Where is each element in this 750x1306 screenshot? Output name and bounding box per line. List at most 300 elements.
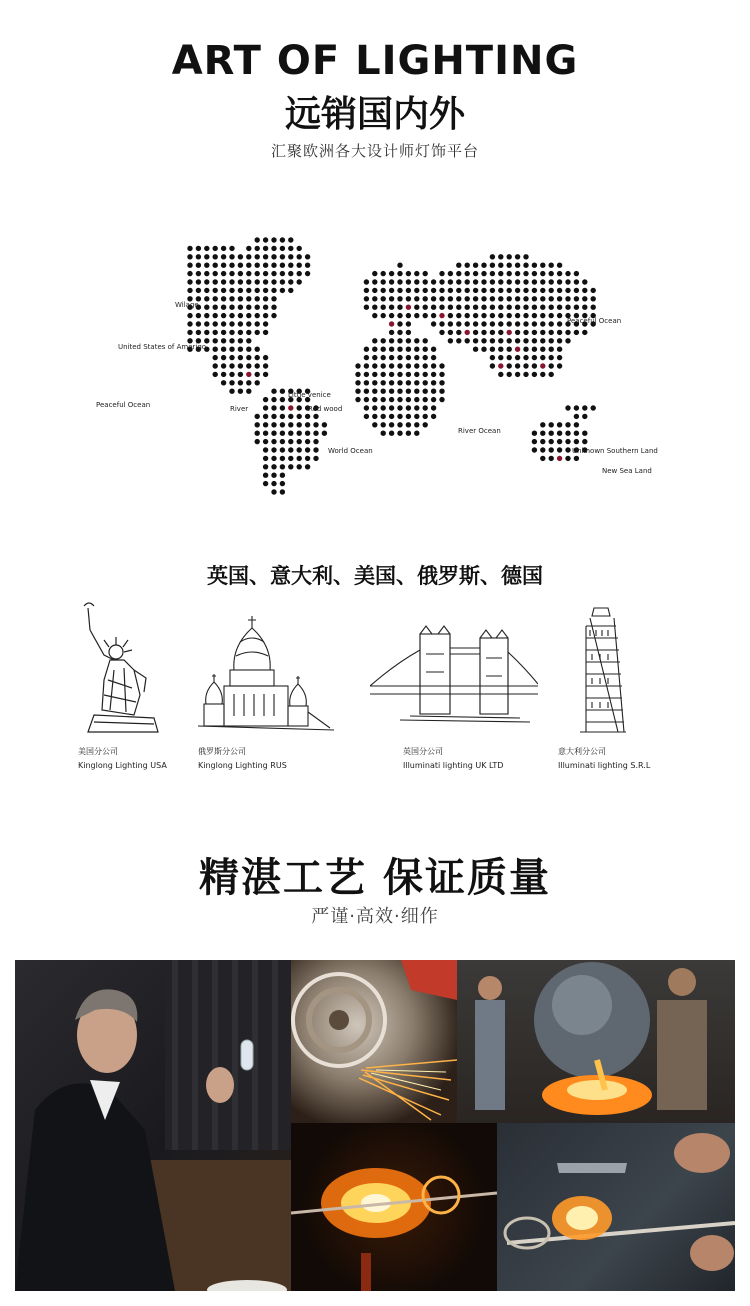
map-dot bbox=[532, 288, 537, 293]
map-dot bbox=[431, 380, 436, 385]
map-dot bbox=[187, 330, 192, 335]
map-dot bbox=[372, 422, 377, 427]
map-dot bbox=[465, 296, 470, 301]
map-dot bbox=[196, 246, 201, 251]
map-dot bbox=[238, 347, 243, 352]
map-dot bbox=[557, 321, 562, 326]
map-dot bbox=[229, 330, 234, 335]
map-dot bbox=[574, 405, 579, 410]
map-dot bbox=[246, 313, 251, 318]
office-en: Illuminati lighting S.R.L bbox=[558, 761, 651, 770]
map-dot bbox=[498, 338, 503, 343]
map-dot bbox=[423, 355, 428, 360]
map-dot bbox=[439, 330, 444, 335]
map-dot bbox=[515, 363, 520, 368]
map-dot bbox=[255, 431, 260, 436]
map-dot bbox=[465, 288, 470, 293]
map-dot bbox=[431, 279, 436, 284]
map-dot bbox=[246, 338, 251, 343]
map-dot bbox=[389, 431, 394, 436]
map-dot bbox=[196, 313, 201, 318]
map-dot bbox=[221, 338, 226, 343]
countries-list: 英国、意大利、美国、俄罗斯、德国 bbox=[207, 564, 543, 588]
map-dot bbox=[532, 330, 537, 335]
map-dot bbox=[532, 271, 537, 276]
map-dot bbox=[490, 305, 495, 310]
map-dot bbox=[381, 355, 386, 360]
map-dot bbox=[196, 271, 201, 276]
map-dot bbox=[549, 422, 554, 427]
map-dot bbox=[372, 380, 377, 385]
map-dot bbox=[372, 271, 377, 276]
map-dot bbox=[557, 288, 562, 293]
map-dot bbox=[213, 363, 218, 368]
map-dot bbox=[423, 380, 428, 385]
map-dot bbox=[540, 263, 545, 268]
map-dot bbox=[288, 464, 293, 469]
map-dot bbox=[456, 305, 461, 310]
map-dot bbox=[280, 405, 285, 410]
map-dot bbox=[532, 321, 537, 326]
map-dot bbox=[288, 414, 293, 419]
map-dot bbox=[213, 296, 218, 301]
map-dot bbox=[532, 355, 537, 360]
map-dot bbox=[221, 296, 226, 301]
map-dot bbox=[280, 464, 285, 469]
map-dot bbox=[406, 372, 411, 377]
map-dot bbox=[549, 355, 554, 360]
map-dot bbox=[397, 414, 402, 419]
map-dot bbox=[355, 397, 360, 402]
map-dot bbox=[498, 288, 503, 293]
office-cn: 英国分公司 bbox=[403, 747, 443, 756]
map-dot bbox=[540, 296, 545, 301]
map-dot bbox=[540, 422, 545, 427]
map-dot bbox=[397, 397, 402, 402]
map-dot bbox=[204, 288, 209, 293]
map-dot bbox=[549, 279, 554, 284]
map-dot bbox=[406, 397, 411, 402]
map-dot bbox=[263, 405, 268, 410]
map-dot bbox=[414, 405, 419, 410]
map-dot bbox=[381, 338, 386, 343]
map-dot bbox=[204, 305, 209, 310]
map-dot bbox=[229, 246, 234, 251]
map-dot bbox=[271, 313, 276, 318]
map-dot bbox=[196, 288, 201, 293]
craftsmanship-subtitle: 严谨·高效·细作 bbox=[311, 906, 439, 927]
map-dot bbox=[448, 313, 453, 318]
map-dot bbox=[465, 271, 470, 276]
map-dot bbox=[465, 321, 470, 326]
world-map bbox=[90, 215, 670, 505]
map-dot bbox=[229, 372, 234, 377]
map-dot bbox=[221, 288, 226, 293]
map-dot bbox=[280, 389, 285, 394]
map-dot bbox=[246, 355, 251, 360]
map-dot bbox=[271, 422, 276, 427]
map-dot bbox=[389, 414, 394, 419]
map-dot bbox=[490, 288, 495, 293]
map-dot bbox=[557, 279, 562, 284]
map-dot bbox=[246, 296, 251, 301]
map-dot bbox=[221, 380, 226, 385]
map-dot bbox=[255, 372, 260, 377]
map-dot bbox=[423, 271, 428, 276]
map-dot bbox=[271, 464, 276, 469]
map-dot bbox=[381, 313, 386, 318]
map-dot bbox=[381, 389, 386, 394]
map-dot bbox=[448, 288, 453, 293]
map-dot bbox=[187, 246, 192, 251]
map-dot bbox=[431, 296, 436, 301]
map-dot bbox=[456, 338, 461, 343]
map-dot bbox=[397, 347, 402, 352]
map-dot bbox=[397, 279, 402, 284]
map-dot bbox=[221, 372, 226, 377]
map-dot bbox=[532, 296, 537, 301]
map-dot bbox=[406, 330, 411, 335]
map-dot bbox=[364, 347, 369, 352]
map-dot bbox=[204, 279, 209, 284]
map-dot bbox=[255, 288, 260, 293]
map-dot bbox=[372, 372, 377, 377]
map-dot bbox=[246, 380, 251, 385]
map-dot bbox=[372, 347, 377, 352]
map-label: Peaceful Ocean bbox=[567, 317, 622, 325]
map-dot bbox=[473, 263, 478, 268]
map-label: Red wood bbox=[308, 405, 343, 413]
map-dot bbox=[280, 414, 285, 419]
map-dot bbox=[565, 439, 570, 444]
map-dot bbox=[490, 313, 495, 318]
map-dot bbox=[549, 431, 554, 436]
map-dot bbox=[507, 271, 512, 276]
map-dot bbox=[213, 271, 218, 276]
map-dot bbox=[229, 296, 234, 301]
map-dot bbox=[187, 263, 192, 268]
map-dot bbox=[297, 254, 302, 259]
map-dot bbox=[238, 372, 243, 377]
map-dot bbox=[297, 456, 302, 461]
map-dot bbox=[557, 313, 562, 318]
map-dot bbox=[456, 313, 461, 318]
map-dot bbox=[221, 246, 226, 251]
map-dot bbox=[389, 338, 394, 343]
map-dot bbox=[498, 279, 503, 284]
map-dot bbox=[540, 305, 545, 310]
map-dot bbox=[549, 372, 554, 377]
map-dot bbox=[439, 380, 444, 385]
map-dot bbox=[297, 431, 302, 436]
map-dot bbox=[423, 405, 428, 410]
map-dot bbox=[540, 456, 545, 461]
map-dot bbox=[246, 288, 251, 293]
map-dot bbox=[549, 305, 554, 310]
map-dot bbox=[540, 288, 545, 293]
map-dot bbox=[549, 338, 554, 343]
map-dot bbox=[288, 431, 293, 436]
map-dot bbox=[355, 389, 360, 394]
map-dot bbox=[229, 363, 234, 368]
map-dot bbox=[313, 431, 318, 436]
map-dot bbox=[305, 254, 310, 259]
map-dot bbox=[271, 473, 276, 478]
map-dot bbox=[565, 405, 570, 410]
map-dot bbox=[280, 456, 285, 461]
map-dot bbox=[523, 263, 528, 268]
map-dot bbox=[406, 305, 411, 310]
map-dot bbox=[263, 397, 268, 402]
map-dot bbox=[297, 422, 302, 427]
map-dot bbox=[381, 422, 386, 427]
map-dot bbox=[423, 363, 428, 368]
map-dot bbox=[389, 380, 394, 385]
map-dot bbox=[255, 414, 260, 419]
map-dot bbox=[271, 489, 276, 494]
map-dot bbox=[448, 330, 453, 335]
map-dot bbox=[364, 363, 369, 368]
map-dot bbox=[263, 473, 268, 478]
map-dot bbox=[523, 296, 528, 301]
map-dot bbox=[288, 263, 293, 268]
map-dot bbox=[305, 414, 310, 419]
map-dot bbox=[515, 305, 520, 310]
photo-grinding-sparks bbox=[291, 960, 457, 1123]
map-dot bbox=[549, 288, 554, 293]
map-dot bbox=[507, 263, 512, 268]
map-dot bbox=[364, 296, 369, 301]
map-dot bbox=[364, 355, 369, 360]
map-dot bbox=[565, 288, 570, 293]
map-dot bbox=[389, 296, 394, 301]
map-dot bbox=[448, 338, 453, 343]
map-dot bbox=[372, 405, 377, 410]
map-dot bbox=[297, 246, 302, 251]
map-dot bbox=[213, 321, 218, 326]
map-dot bbox=[288, 246, 293, 251]
map-dot bbox=[238, 263, 243, 268]
map-dot bbox=[397, 321, 402, 326]
map-dot bbox=[288, 439, 293, 444]
map-dot bbox=[557, 422, 562, 427]
map-dot bbox=[532, 431, 537, 436]
map-dot bbox=[196, 263, 201, 268]
map-dot bbox=[364, 414, 369, 419]
map-dot bbox=[372, 279, 377, 284]
map-dot bbox=[406, 389, 411, 394]
map-dot bbox=[381, 363, 386, 368]
map-dot bbox=[456, 321, 461, 326]
map-dot bbox=[481, 305, 486, 310]
statue-of-liberty-icon bbox=[74, 600, 164, 735]
map-dot bbox=[414, 397, 419, 402]
map-dot bbox=[490, 355, 495, 360]
cathedral-icon bbox=[198, 612, 334, 734]
map-dot bbox=[397, 338, 402, 343]
map-dot bbox=[263, 237, 268, 242]
map-dot bbox=[229, 313, 234, 318]
map-dot bbox=[246, 254, 251, 259]
map-dot bbox=[221, 271, 226, 276]
map-dot bbox=[414, 338, 419, 343]
map-dot bbox=[263, 414, 268, 419]
office-uk bbox=[403, 745, 503, 773]
map-dot bbox=[204, 296, 209, 301]
map-dot bbox=[565, 456, 570, 461]
map-dot bbox=[490, 363, 495, 368]
map-dot bbox=[263, 355, 268, 360]
map-dot bbox=[280, 439, 285, 444]
map-dot bbox=[238, 338, 243, 343]
map-dot bbox=[490, 271, 495, 276]
map-dot bbox=[229, 355, 234, 360]
map-dot bbox=[196, 330, 201, 335]
map-dot bbox=[246, 246, 251, 251]
map-dot bbox=[465, 338, 470, 343]
map-dot bbox=[305, 271, 310, 276]
map-dot bbox=[263, 447, 268, 452]
map-dot bbox=[381, 397, 386, 402]
map-dot bbox=[540, 271, 545, 276]
map-dot bbox=[549, 271, 554, 276]
map-dot bbox=[397, 330, 402, 335]
map-dot bbox=[481, 271, 486, 276]
map-dot bbox=[397, 380, 402, 385]
map-dot bbox=[523, 347, 528, 352]
map-dot bbox=[515, 288, 520, 293]
map-dot bbox=[288, 456, 293, 461]
map-dot bbox=[448, 296, 453, 301]
map-dot bbox=[246, 372, 251, 377]
map-dot bbox=[397, 422, 402, 427]
map-dot bbox=[423, 288, 428, 293]
map-label: River bbox=[230, 405, 249, 413]
map-dot bbox=[271, 431, 276, 436]
map-dot bbox=[523, 271, 528, 276]
map-dot bbox=[255, 271, 260, 276]
map-dot bbox=[540, 330, 545, 335]
map-dot bbox=[473, 347, 478, 352]
map-dot bbox=[439, 389, 444, 394]
map-dot bbox=[574, 422, 579, 427]
map-dot bbox=[238, 363, 243, 368]
map-dot bbox=[557, 431, 562, 436]
map-dot bbox=[213, 330, 218, 335]
map-dot bbox=[414, 363, 419, 368]
map-dot bbox=[389, 288, 394, 293]
map-dot bbox=[540, 279, 545, 284]
map-dot bbox=[540, 338, 545, 343]
map-dot bbox=[263, 313, 268, 318]
map-dot bbox=[381, 271, 386, 276]
photo-designer-inspecting-bulb bbox=[15, 960, 291, 1291]
map-dot bbox=[414, 422, 419, 427]
map-dot bbox=[591, 405, 596, 410]
map-dot bbox=[213, 305, 218, 310]
map-dot bbox=[423, 313, 428, 318]
map-dot bbox=[263, 246, 268, 251]
map-dot bbox=[423, 372, 428, 377]
map-dot bbox=[364, 288, 369, 293]
map-dot bbox=[423, 414, 428, 419]
map-dot bbox=[473, 296, 478, 301]
map-dot bbox=[263, 431, 268, 436]
map-dot bbox=[372, 305, 377, 310]
map-dot bbox=[532, 305, 537, 310]
map-dot bbox=[271, 414, 276, 419]
office-rus bbox=[198, 745, 287, 773]
map-dot bbox=[355, 363, 360, 368]
map-dot bbox=[507, 363, 512, 368]
map-dot bbox=[255, 330, 260, 335]
map-dot bbox=[238, 355, 243, 360]
map-dot bbox=[229, 389, 234, 394]
map-dot bbox=[565, 330, 570, 335]
map-dot bbox=[263, 464, 268, 469]
map-dot bbox=[255, 305, 260, 310]
map-dot bbox=[213, 263, 218, 268]
map-dot bbox=[280, 447, 285, 452]
map-dot bbox=[439, 313, 444, 318]
map-dot bbox=[255, 439, 260, 444]
map-dot bbox=[414, 313, 419, 318]
map-dot bbox=[271, 246, 276, 251]
map-dot bbox=[213, 338, 218, 343]
map-dot bbox=[255, 237, 260, 242]
map-dot bbox=[246, 263, 251, 268]
map-dot bbox=[574, 414, 579, 419]
map-dot bbox=[557, 338, 562, 343]
map-dot bbox=[498, 321, 503, 326]
map-dot bbox=[246, 363, 251, 368]
map-dot bbox=[196, 279, 201, 284]
map-dot bbox=[582, 414, 587, 419]
map-dot bbox=[557, 296, 562, 301]
map-dot bbox=[515, 321, 520, 326]
map-dot bbox=[213, 372, 218, 377]
map-dot bbox=[465, 279, 470, 284]
map-dot bbox=[364, 389, 369, 394]
map-dot bbox=[389, 321, 394, 326]
map-dot bbox=[414, 431, 419, 436]
map-dot bbox=[187, 321, 192, 326]
map-dot bbox=[271, 481, 276, 486]
map-label: World Ocean bbox=[328, 447, 373, 455]
map-dot bbox=[406, 271, 411, 276]
map-dot bbox=[565, 279, 570, 284]
map-dot bbox=[481, 330, 486, 335]
map-dot bbox=[280, 397, 285, 402]
map-dot bbox=[372, 288, 377, 293]
map-dot bbox=[406, 422, 411, 427]
map-dot bbox=[557, 263, 562, 268]
map-dot bbox=[515, 313, 520, 318]
map-dot bbox=[481, 321, 486, 326]
map-dot bbox=[213, 288, 218, 293]
map-label: River Ocean bbox=[458, 427, 501, 435]
map-dot bbox=[523, 338, 528, 343]
map-dot bbox=[549, 321, 554, 326]
map-dot bbox=[263, 456, 268, 461]
map-dot bbox=[591, 288, 596, 293]
map-dot bbox=[540, 313, 545, 318]
map-dot bbox=[238, 313, 243, 318]
map-dot bbox=[490, 254, 495, 259]
map-dot bbox=[297, 405, 302, 410]
map-dot bbox=[255, 296, 260, 301]
map-dot bbox=[448, 271, 453, 276]
